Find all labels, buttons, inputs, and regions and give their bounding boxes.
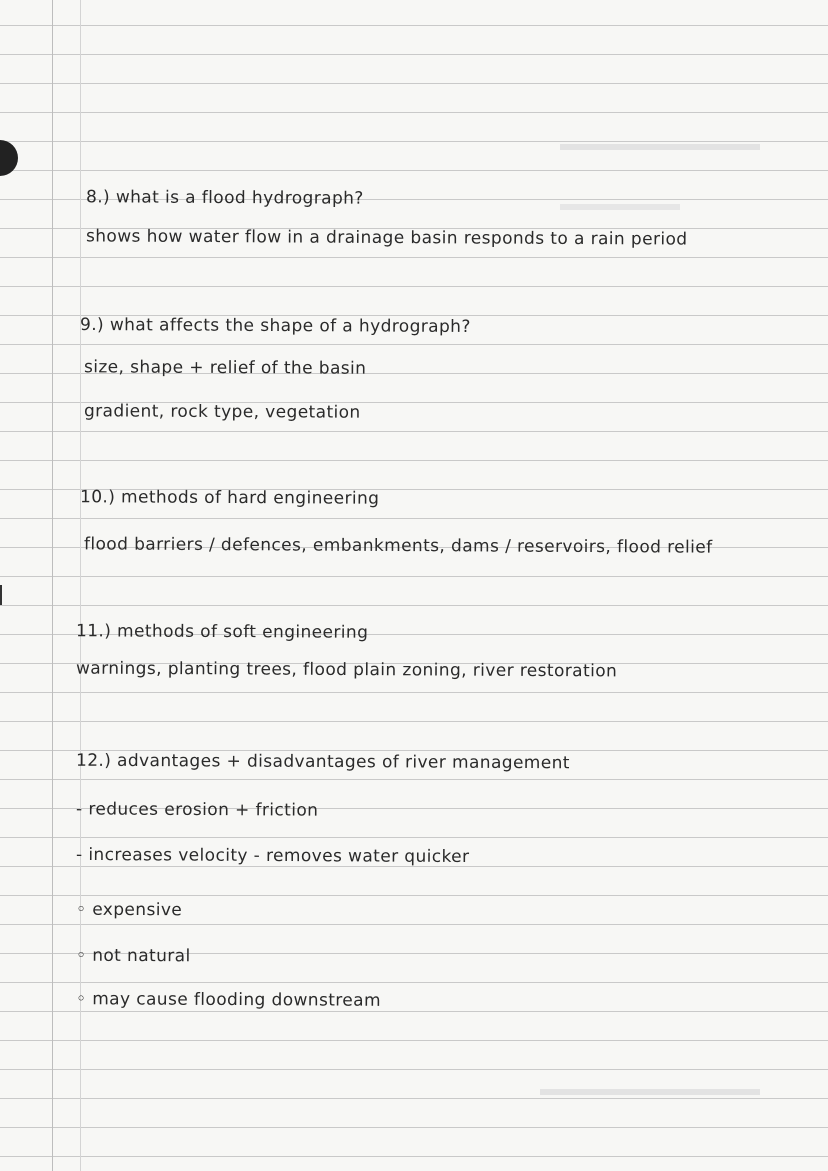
answer-12-line-3: ◦ expensive xyxy=(75,899,183,921)
answer-11: warnings, planting trees, flood plain zoning, river restoration xyxy=(75,658,618,682)
answer-12-line-2: - increases velocity - removes water quicker xyxy=(75,844,470,868)
answer-8: shows how water flow in a drainage basin responds to a rain period xyxy=(85,226,688,250)
edge-mark xyxy=(0,585,2,605)
answer-9-line-1: size, shape + relief of the basin xyxy=(83,357,367,379)
margin-line xyxy=(52,0,53,1171)
show-through-mark xyxy=(560,130,760,150)
answer-12-line-1: - reduces erosion + friction xyxy=(75,799,319,821)
answer-10: flood barriers / defences, embankments, dams / reservoirs, flood relief xyxy=(83,534,713,558)
question-9: 9.) what affects the shape of a hydrograph? xyxy=(79,314,471,338)
question-12: 12.) advantages + disadvantages of river management xyxy=(75,750,570,774)
question-10: 10.) methods of hard engineering xyxy=(79,487,380,509)
question-11: 11.) methods of soft engineering xyxy=(75,621,369,643)
answer-9-line-2: gradient, rock type, vegetation xyxy=(83,401,361,423)
answer-12-line-4: ◦ not natural xyxy=(75,945,191,967)
show-through-mark xyxy=(540,1075,760,1095)
show-through-mark xyxy=(560,190,680,210)
answer-12-line-5: ◦ may cause flooding downstream xyxy=(75,989,382,1011)
question-8: 8.) what is a flood hydrograph? xyxy=(85,187,364,209)
binder-hole xyxy=(0,140,18,176)
